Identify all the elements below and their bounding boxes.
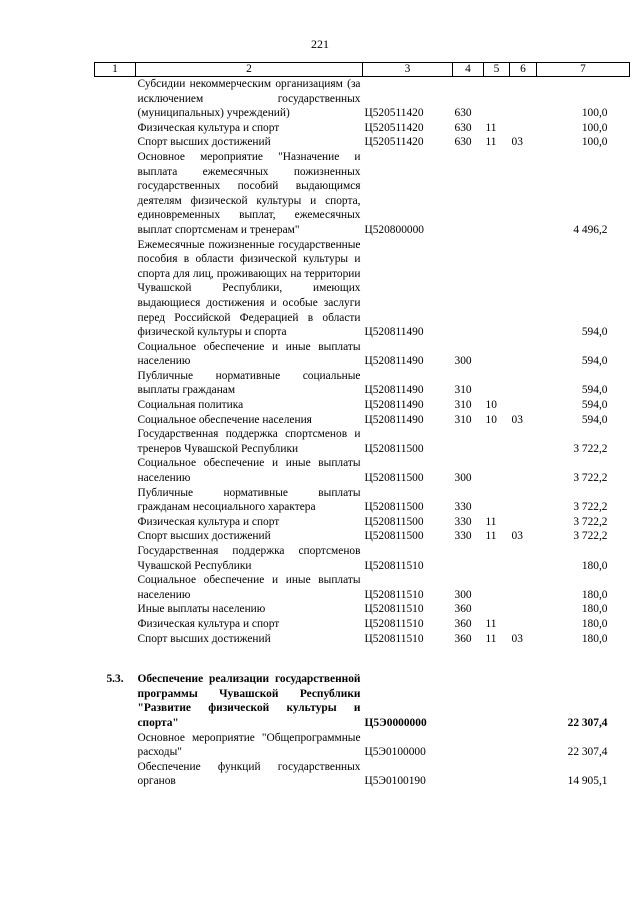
expense-type	[453, 760, 484, 789]
expense-type: 300	[454, 355, 472, 368]
expense-type: 630	[454, 121, 472, 134]
subsection-code	[510, 602, 537, 617]
section-number	[95, 529, 136, 544]
subsection-code	[510, 427, 537, 456]
table-row	[95, 544, 630, 573]
target-code: Ц520811490	[364, 413, 424, 426]
subsection-code	[510, 760, 537, 789]
expense-type: 330	[454, 530, 472, 543]
section-code	[484, 77, 510, 121]
table-row	[95, 672, 630, 730]
amount: 594,0	[581, 355, 608, 368]
target-code: Ц520511420	[364, 121, 424, 134]
table-row	[95, 515, 630, 530]
item-name: Обеспечение реализации государственной программы Чувашской Республики "Развитие физической культуры и спорта"	[137, 673, 361, 729]
expense-type: 300	[454, 472, 472, 485]
table-row	[95, 413, 630, 428]
target-code: Ц5Э0100190	[364, 775, 426, 788]
item-name: Субсидии некоммерческим организациям (за исключением государственных (муниципальных) учреждений)	[137, 78, 361, 120]
section-number	[95, 398, 136, 413]
section-number	[95, 573, 136, 602]
table-row	[95, 340, 630, 369]
subsection-code	[510, 340, 537, 369]
subsection-code	[510, 486, 537, 515]
section-code	[484, 760, 510, 789]
table-row	[95, 760, 630, 789]
amount: 3 722,2	[573, 472, 608, 485]
section-code	[484, 731, 510, 760]
table-row	[95, 731, 630, 760]
amount: 14 905,1	[567, 775, 608, 788]
amount: 180,0	[581, 617, 608, 630]
expense-type	[453, 544, 484, 573]
item-name: Основное мероприятие "Общепрограммные расходы"	[137, 731, 361, 759]
section-number	[95, 427, 136, 456]
subsection-code	[510, 121, 537, 136]
item-name: Обеспечение функций государственных органов	[137, 760, 361, 788]
subsection-code	[510, 617, 537, 632]
item-name: Физическая культура и спорт	[137, 515, 280, 528]
target-code: Ц520511420	[364, 107, 424, 120]
section-code: 11	[485, 515, 497, 528]
subsection-code	[510, 238, 537, 340]
section-code	[484, 456, 510, 485]
target-code: Ц520811490	[364, 384, 424, 397]
section-code	[484, 427, 510, 456]
item-name: Физическая культура и спорт	[137, 121, 280, 134]
header-col-6: 6	[510, 63, 537, 77]
section-code: 11	[485, 121, 497, 134]
expense-type: 360	[454, 603, 472, 616]
amount: 3 722,2	[573, 501, 608, 514]
target-code: Ц520811510	[364, 617, 424, 630]
item-name: Спорт высших достижений	[137, 632, 271, 645]
item-name: Государственная поддержка спортсменов Чувашской Республики	[137, 545, 361, 572]
expense-type: 360	[454, 632, 472, 645]
amount: 22 307,4	[567, 746, 608, 759]
table-row	[95, 486, 630, 515]
expense-type: 300	[454, 588, 472, 601]
section-code	[484, 544, 510, 573]
section-code: 11	[485, 617, 497, 630]
budget-table	[94, 62, 630, 789]
target-code: Ц520811510	[364, 588, 424, 601]
section-number	[95, 413, 136, 428]
item-name: Публичные нормативные социальные выплаты гражданам	[137, 369, 361, 397]
item-name: Спорт высших достижений	[137, 136, 271, 149]
amount: 100,0	[581, 107, 608, 120]
table-header-row	[95, 63, 630, 77]
target-code: Ц520811500	[364, 515, 424, 528]
subsection-code	[510, 150, 537, 238]
header-col-3: 3	[363, 63, 453, 77]
section-number	[95, 617, 136, 632]
target-code: Ц520800000	[364, 223, 424, 236]
expense-type: 310	[454, 384, 472, 397]
table-row	[95, 456, 630, 485]
item-name: Основное мероприятие "Назначение и выплата ежемесячных пожизненных государственных пособий выдающимся деятелям физической культуры и спорта, единовременных выплат, ежемесячных выплат спортсменам и тренерам"	[137, 150, 361, 236]
section-number	[95, 77, 136, 121]
expense-type: 360	[454, 617, 472, 630]
subsection-code	[510, 544, 537, 573]
table-row	[95, 121, 630, 136]
target-code: Ц520811510	[364, 559, 424, 572]
section-number	[95, 456, 136, 485]
section-number	[95, 121, 136, 136]
table-row	[95, 602, 630, 617]
section-code	[484, 340, 510, 369]
section-code: 10	[485, 413, 497, 426]
expense-type: 330	[454, 501, 472, 514]
subsection-code: 03	[511, 632, 523, 645]
section-code	[484, 486, 510, 515]
section-code	[484, 573, 510, 602]
amount: 22 307,4	[567, 716, 608, 729]
table-row	[95, 135, 630, 150]
table-row	[95, 398, 630, 413]
header-col-5: 5	[484, 63, 510, 77]
amount: 594,0	[581, 413, 608, 426]
section-number	[95, 150, 136, 238]
expense-type	[453, 672, 484, 730]
amount: 180,0	[581, 559, 608, 572]
section-code	[484, 369, 510, 398]
table-body	[95, 77, 630, 789]
section-number	[95, 632, 136, 647]
item-name: Государственная поддержка спортсменов и тренеров Чувашской Республики	[137, 428, 361, 455]
section-code	[484, 238, 510, 340]
subsection-code	[510, 369, 537, 398]
amount: 180,0	[581, 588, 608, 601]
expense-type: 310	[454, 399, 472, 412]
amount: 180,0	[581, 603, 608, 616]
subsection-code: 03	[511, 413, 523, 426]
target-code: Ц520511420	[364, 136, 424, 149]
section-number	[95, 602, 136, 617]
target-code: Ц520811510	[364, 603, 424, 616]
section-number	[95, 760, 136, 789]
amount: 594,0	[581, 384, 608, 397]
amount: 100,0	[581, 121, 608, 134]
table-row	[95, 369, 630, 398]
amount: 594,0	[581, 399, 608, 412]
subsection-code: 03	[511, 136, 523, 149]
section-number: 5.3.	[106, 673, 124, 686]
expense-type: 330	[454, 515, 472, 528]
section-number	[95, 544, 136, 573]
table-row	[95, 529, 630, 544]
section-number	[95, 340, 136, 369]
header-col-7: 7	[537, 63, 630, 77]
target-code: Ц520811500	[364, 472, 424, 485]
subsection-code: 03	[511, 530, 523, 543]
amount: 3 722,2	[573, 515, 608, 528]
expense-type	[453, 731, 484, 760]
table-row	[95, 150, 630, 238]
amount: 4 496,2	[573, 223, 608, 236]
item-name: Социальное обеспечение и иные выплаты населению	[137, 340, 361, 368]
page-number: 221	[311, 37, 329, 51]
section-code	[484, 150, 510, 238]
target-code: Ц520811500	[364, 442, 424, 455]
section-code: 11	[485, 632, 497, 645]
header-col-1: 1	[95, 63, 136, 77]
section-code: 11	[485, 136, 497, 149]
item-name: Ежемесячные пожизненные государственные пособия в области физической культуры и спорта для лиц, проживающих на территории Чувашской Республики, имеющих выдающиеся достижения и особые заслуги перед Российской Федерацией в области физической культуры и спорта	[137, 238, 361, 339]
expense-type	[453, 427, 484, 456]
target-code: Ц520811490	[364, 399, 424, 412]
subsection-code	[510, 456, 537, 485]
header-col-4: 4	[453, 63, 484, 77]
section-code: 10	[485, 399, 497, 412]
subsection-code	[510, 515, 537, 530]
item-name: Социальное обеспечение и иные выплаты населению	[137, 457, 361, 485]
target-code: Ц520811490	[364, 355, 424, 368]
subsection-code	[510, 731, 537, 760]
section-number	[95, 515, 136, 530]
section-code: 11	[485, 530, 497, 543]
amount: 3 722,2	[573, 442, 608, 455]
target-code: Ц520811500	[364, 530, 424, 543]
section-code	[484, 672, 510, 730]
section-number	[95, 135, 136, 150]
table-row	[95, 77, 630, 121]
target-code: Ц520811490	[364, 326, 424, 339]
section-number	[95, 731, 136, 760]
subsection-code	[510, 398, 537, 413]
item-name: Социальное обеспечение населения	[137, 413, 312, 426]
section-number	[95, 486, 136, 515]
expense-type: 630	[454, 107, 472, 120]
item-name: Социальное обеспечение и иные выплаты населению	[137, 574, 361, 601]
table-row	[95, 427, 630, 456]
amount: 3 722,2	[573, 530, 608, 543]
table-row	[95, 632, 630, 647]
item-name: Социальная политика	[137, 399, 244, 412]
expense-type: 310	[454, 413, 472, 426]
amount: 594,0	[581, 326, 608, 339]
header-col-2: 2	[136, 63, 363, 77]
expense-type	[453, 238, 484, 340]
spacer-cell	[95, 646, 630, 672]
amount: 180,0	[581, 632, 608, 645]
section-number	[95, 238, 136, 340]
item-name: Иные выплаты населению	[137, 603, 266, 616]
item-name: Публичные нормативные выплаты гражданам несоциального характера	[137, 486, 361, 514]
subsection-code	[510, 672, 537, 730]
expense-type: 630	[454, 136, 472, 149]
subsection-code	[510, 573, 537, 602]
table-row	[95, 238, 630, 340]
target-code: Ц5Э0000000	[364, 716, 427, 729]
table-row	[95, 617, 630, 632]
table-row	[95, 573, 630, 602]
subsection-code	[510, 77, 537, 121]
section-number	[95, 369, 136, 398]
target-code: Ц5Э0100000	[364, 746, 426, 759]
item-name: Физическая культура и спорт	[137, 617, 280, 630]
section-code	[484, 602, 510, 617]
expense-type	[453, 150, 484, 238]
amount: 100,0	[581, 136, 608, 149]
target-code: Ц520811500	[364, 501, 424, 514]
spacer-row	[95, 646, 630, 672]
item-name: Спорт высших достижений	[137, 530, 271, 543]
target-code: Ц520811510	[364, 632, 424, 645]
